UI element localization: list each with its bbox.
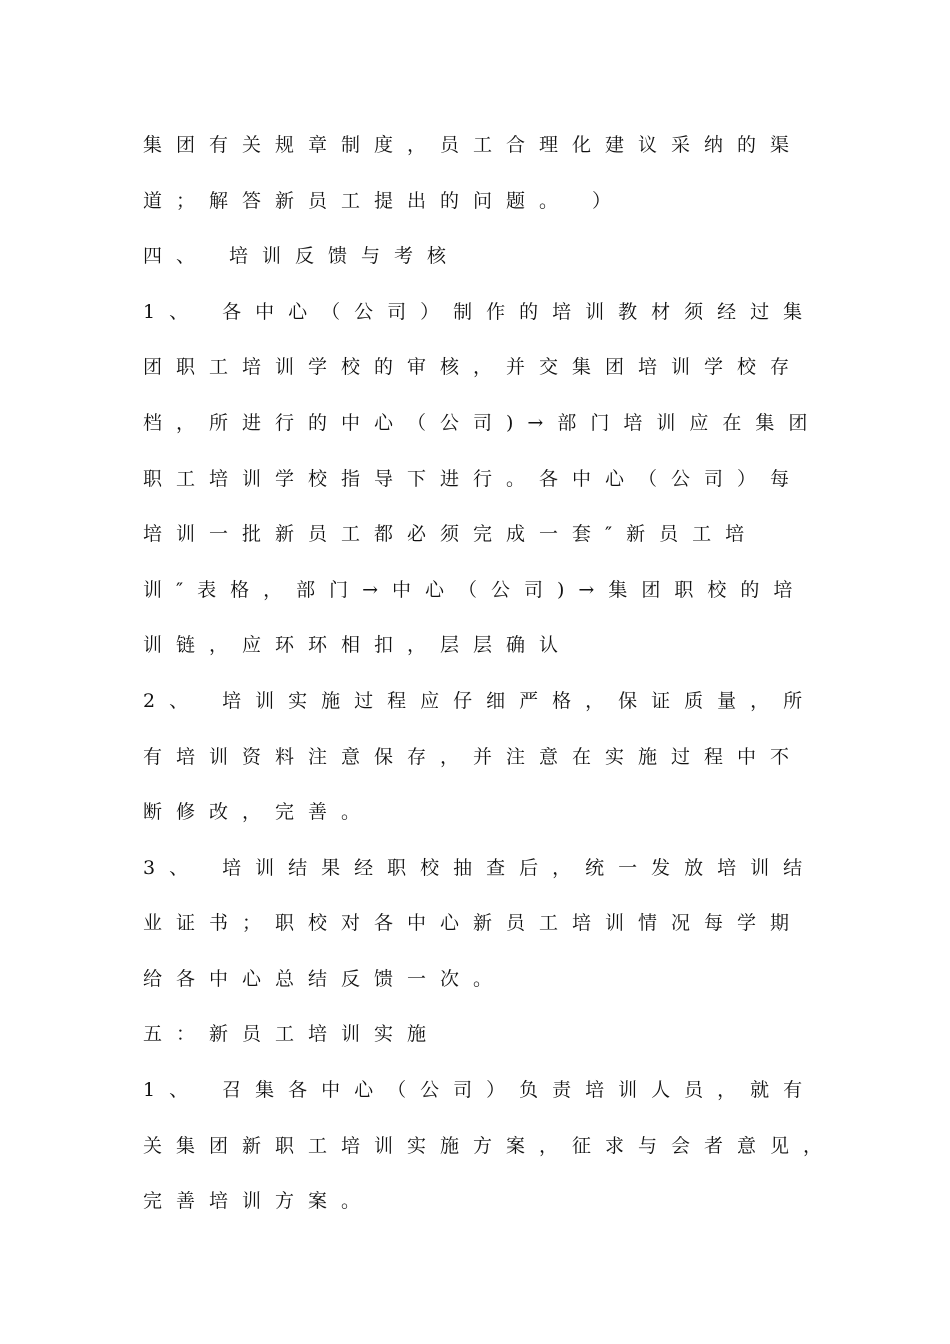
text-line: 完善培训方案。 bbox=[143, 1190, 375, 1212]
text-line: 职工培训学校指导下进行。各中心（公司）每 bbox=[143, 468, 804, 490]
text-line: 道；解答新员工提出的问题。 ） bbox=[143, 190, 626, 212]
text-line: 有培训资料注意保存，并注意在实施过程中不 bbox=[143, 746, 804, 768]
text-line: 给各中心总结反馈一次。 bbox=[143, 968, 507, 990]
section-heading: 五：新员工培训实施 bbox=[143, 1023, 441, 1045]
text-line: 集团有关规章制度，员工合理化建议采纳的渠 bbox=[143, 134, 804, 156]
text-line: 1、 各中心（公司）制作的培训教材须经过集 bbox=[143, 301, 817, 323]
text-line: 2、 培训实施过程应仔细严格，保证质量，所 bbox=[143, 690, 817, 712]
text-line: 关集团新职工培训实施方案，征求与会者意见， bbox=[143, 1135, 837, 1157]
text-line: 档，所进行的中心（公司)→部门培训应在集团 bbox=[143, 412, 822, 434]
text-line: 训″表格，部门→中心（公司)→集团职校的培 bbox=[143, 579, 807, 601]
section-heading: 四、 培训反馈与考核 bbox=[143, 245, 461, 267]
text-line: 3、 培训结果经职校抽查后，统一发放培训结 bbox=[143, 857, 817, 879]
text-line: 团职工培训学校的审核，并交集团培训学校存 bbox=[143, 356, 804, 378]
text-line: 业证书；职校对各中心新员工培训情况每学期 bbox=[143, 912, 804, 934]
text-line: 断修改，完善。 bbox=[143, 801, 375, 823]
text-line: 1、 召集各中心（公司）负责培训人员，就有 bbox=[143, 1079, 817, 1101]
text-line: 培训一批新员工都必须完成一套″新员工培 bbox=[143, 523, 759, 545]
text-line: 训链，应环环相扣，层层确认 bbox=[143, 634, 573, 656]
